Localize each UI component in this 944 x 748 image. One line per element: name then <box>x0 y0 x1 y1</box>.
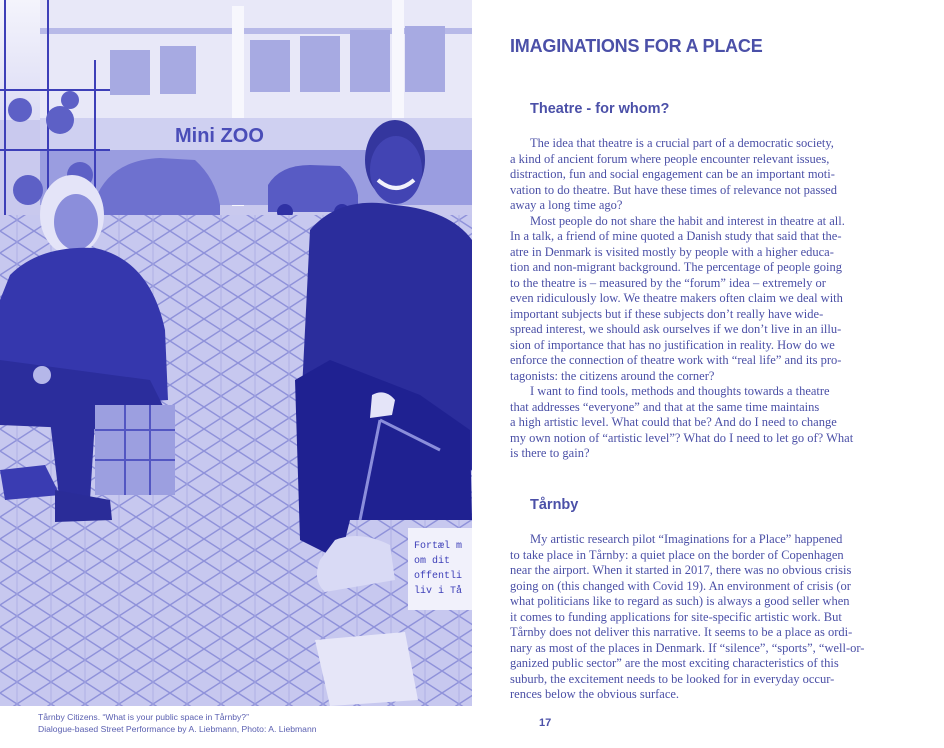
section-heading-theatre: Theatre - for whom? <box>530 101 670 117</box>
text-line: away a long time ago? <box>510 198 623 212</box>
text-line: tagonists: the citizens around the corner? <box>510 368 715 383</box>
shop-sign: Mini ZOO <box>175 125 264 147</box>
photo-illustration <box>0 0 472 706</box>
placard-line: offentli <box>414 571 463 582</box>
text-line: my own notion of “artistic level”? What do I need to let go of? What <box>510 430 854 445</box>
text-line: enforce the connection of theatre work with “real life” and its pro- <box>510 353 842 367</box>
text-line: tion and non-migrant background. The percentage of people going <box>510 260 842 274</box>
text-line: to take place in Tårnby: a quiet place on the border of Copenhagen <box>510 547 844 562</box>
text-line: Tårnby does not deliver this narrative. It seems to be a place as ordi- <box>510 625 853 639</box>
placard-sign <box>408 528 472 610</box>
text-line: is there to gain? <box>510 446 590 460</box>
section-heading-tarnby: Tårnby <box>530 497 579 513</box>
text-line: In a talk, a friend of mine quoted a Danish study that said that the- <box>510 229 842 243</box>
text-line: to the theatre is – measured by the “forum” idea – extremely or <box>510 275 826 290</box>
section-body-tarnby <box>510 532 904 703</box>
text-line: near the airport. When it started in 2017, there was no obvious crisis <box>510 563 852 577</box>
text-line: atre in Denmark is visited mostly by people with a higher educa- <box>510 244 834 259</box>
text-line: rences below the obvious surface. <box>510 687 680 701</box>
page-title: IMAGINATIONS FOR A PLACE <box>510 36 763 56</box>
text-line: vation to do theatre. But have these times of relevance not passed <box>510 182 837 197</box>
placard-line: om dit <box>414 556 451 567</box>
street-performance-photo <box>0 0 472 706</box>
page-number: 17 <box>539 717 552 729</box>
placard-line: Fortæl m <box>414 541 463 552</box>
text-line: suburb, the excitement needs to be looked for in everyday occur- <box>510 671 835 686</box>
text-line: distraction, fun and social engagement can be an important moti- <box>510 167 835 181</box>
caption-line: Tårnby Citizens. “What is your public space in Tårnby?” <box>38 712 249 722</box>
text-line: that addresses “everyone” and that at the same time maintains <box>510 399 820 414</box>
text-line: sion of importance that has no justification in reality. How do we <box>510 337 835 352</box>
section-body-theatre <box>510 136 904 462</box>
text-line: nary as most of the places in Denmark. If “silence”, “sports”, “well-or- <box>510 640 865 655</box>
paper-on-ground <box>315 632 418 706</box>
caption-line: Dialogue-based Street Performance by A. Liebmann, Photo: A. Liebmann <box>38 723 317 734</box>
text-line: it comes to funding applications for site-specific artistic work. But <box>510 609 842 624</box>
text-line: a high artistic level. What could that be? And do I need to change <box>510 415 837 429</box>
text-line: I want to find tools, methods and thoughts towards a theatre <box>530 384 830 398</box>
text-line: The idea that theatre is a crucial part of a democratic society, <box>530 136 834 150</box>
text-line: spread interest, we should ask ourselves if we don’t live in an illu- <box>510 322 842 336</box>
photo-caption <box>38 712 458 735</box>
text-line: what politicians like to regard as such) is always a good seller when <box>510 594 850 608</box>
text-line: ganized public sector” are the most exciting characteristics of this <box>510 656 839 670</box>
text-line: even ridiculously low. We theatre makers often claim we deal with <box>510 291 843 305</box>
text-line: going on (this changed with Covid 19). An environment of crisis (or <box>510 578 851 593</box>
text-line: My artistic research pilot “Imaginations for a Place” happened <box>530 532 843 546</box>
placard-line: liv i Tå <box>414 586 463 597</box>
text-line: important subjects but if these subjects don’t really have wide- <box>510 306 824 321</box>
text-line: a kind of ancient forum where people encounter relevant issues, <box>510 151 830 166</box>
text-line: Most people do not share the habit and interest in theatre at all. <box>530 213 845 228</box>
